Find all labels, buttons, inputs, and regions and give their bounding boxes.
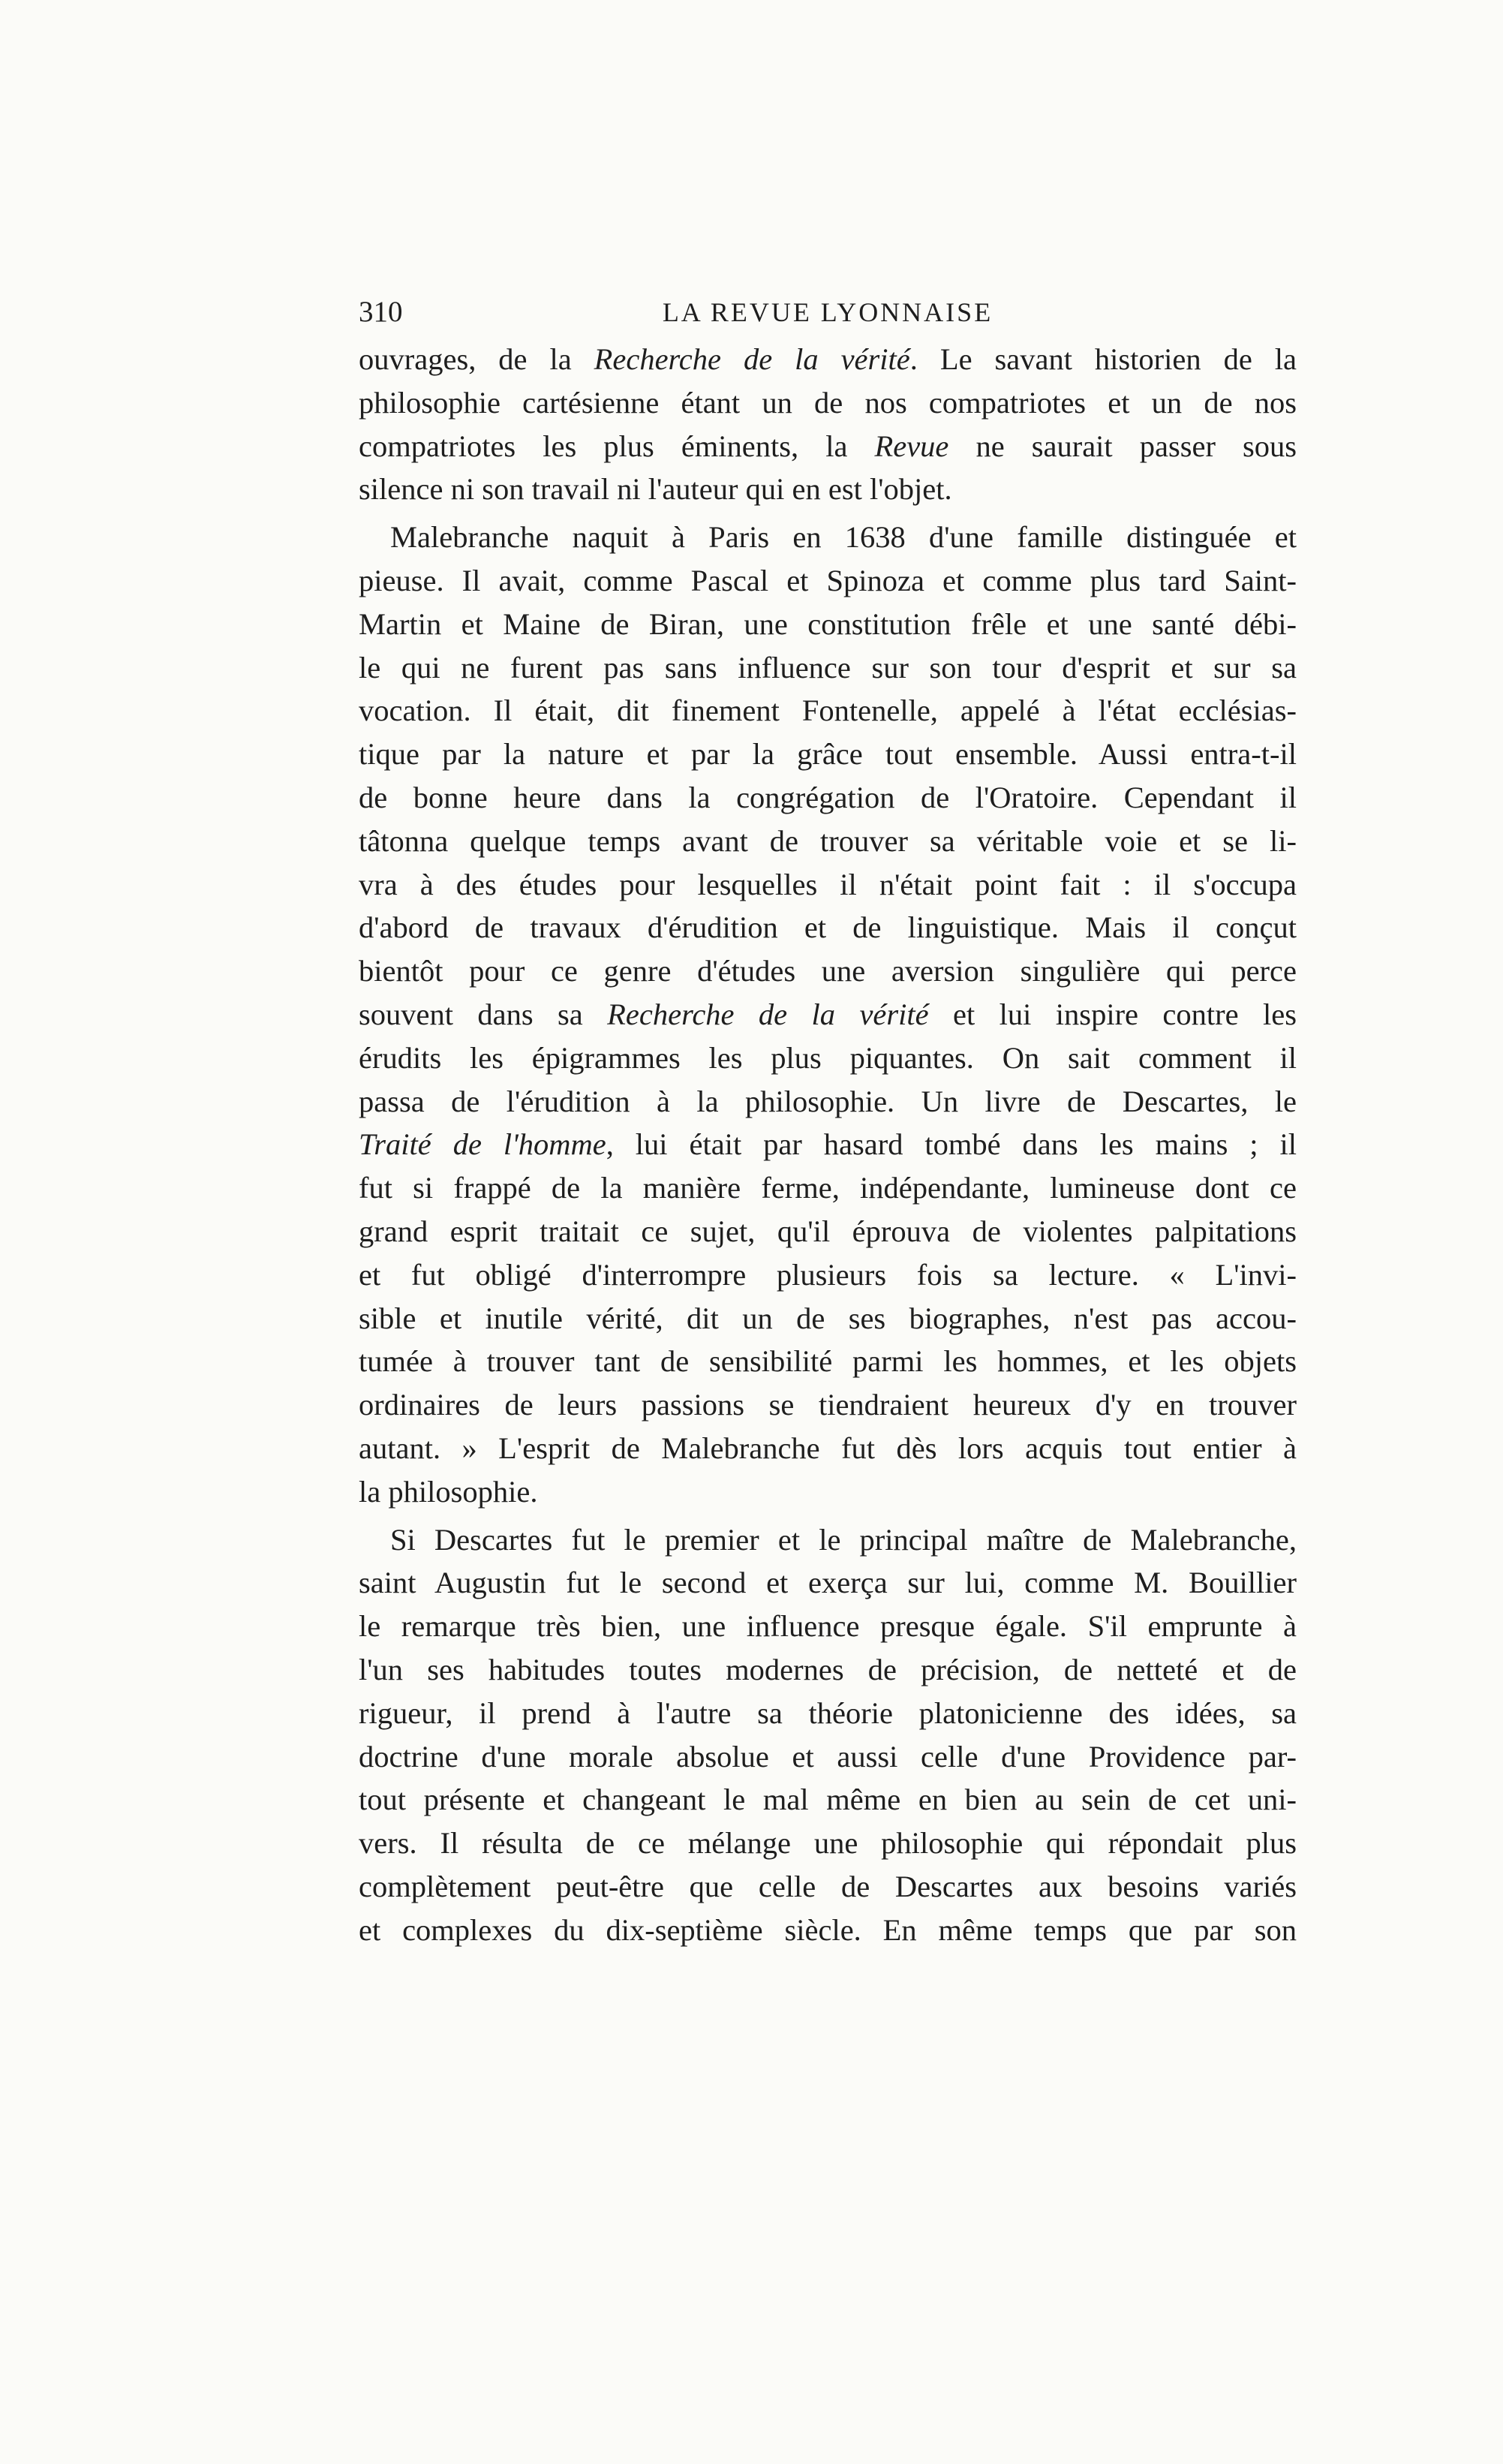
text-line: philosophie cartésienne étant un de nos compatriotes et un de nos [359, 385, 1297, 420]
paragraph [359, 1518, 1297, 1952]
italic-title: Recherche de la vérité [594, 342, 910, 376]
text-line: vocation. Il était, dit finement Fontenelle, appelé à l'état ecclésias- [359, 693, 1297, 728]
journal-title: LA REVUE LYONNAISE [662, 297, 993, 327]
italic-title: Recherche de la vérité [607, 997, 929, 1031]
body-text [359, 338, 1297, 1951]
text-line: complètement peut-être que celle de Descartes aux besoins variés [359, 1869, 1297, 1903]
page-number: 310 [359, 296, 403, 328]
text-line: saint Augustin fut le second et exerça sur lui, comme M. Bouillier [359, 1566, 1297, 1600]
text-line: ordinaires de leurs passions se tiendraient heureux d'y en trouver [359, 1388, 1297, 1422]
text-line: le remarque très bien, une influence presque égale. S'il emprunte à [359, 1609, 1297, 1644]
text-line: autant. » L'esprit de Malebranche fut dès lors acquis tout entier à [359, 1431, 1297, 1465]
text-line: vra à des études pour lesquelles il n'était point fait : il s'occupa [359, 867, 1297, 901]
paragraph [359, 516, 1297, 1513]
text-line: tâtonna quelque temps avant de trouver sa véritable voie et se li- [359, 823, 1297, 858]
text-line: vers. Il résulta de ce mélange une philosophie qui répondait plus [359, 1826, 1297, 1861]
text-line: pieuse. Il avait, comme Pascal et Spinoza et comme plus tard Saint- [359, 563, 1297, 597]
text-line: Martin et Maine de Biran, une constitution frêle et une santé débi- [359, 606, 1297, 641]
text-line: souvent dans sa Recherche de la vérité et lui inspire contre les [359, 997, 1297, 1031]
text-line: rigueur, il prend à l'autre sa théorie platonicienne des idées, sa [359, 1695, 1297, 1730]
text-line: d'abord de travaux d'érudition et de linguistique. Mais il conçut [359, 910, 1297, 945]
text-line: tout présente et changeant le mal même en bien au sein de cet uni- [359, 1783, 1297, 1817]
text-line: grand esprit traitait ce sujet, qu'il éprouva de violentes palpitations [359, 1214, 1297, 1248]
italic-title: Revue [874, 429, 949, 463]
italic-title: Traité de l'homme [359, 1127, 606, 1162]
text-line: le qui ne furent pas sans influence sur son tour d'esprit et sur sa [359, 650, 1297, 684]
text-line: bientôt pour ce genre d'études une aversion singulière qui perce [359, 954, 1297, 988]
text-line: Si Descartes fut le premier et le principal maître de Malebranche, [390, 1522, 1297, 1557]
text-line: compatriotes les plus éminents, la Revue ne saurait passer sous [359, 429, 1297, 463]
text-line: silence ni son travail ni l'auteur qui en est l'objet. [359, 472, 952, 507]
text-line: et complexes du dix-septième siècle. En même temps que par son [359, 1912, 1297, 1947]
text-line: tique par la nature et par la grâce tout ensemble. Aussi entra-t-il [359, 737, 1297, 772]
text-line: de bonne heure dans la congrégation de l'Oratoire. Cependant il [359, 780, 1297, 814]
text-line: Malebranche naquit à Paris en 1638 d'une famille distinguée et [390, 520, 1297, 555]
text-line: érudits les épigrammes les plus piquantes. On sait comment il [359, 1040, 1297, 1075]
text-line: sible et inutile vérité, dit un de ses biographes, n'est pas accou- [359, 1301, 1297, 1335]
text-line: passa de l'érudition à la philosophie. Un livre de Descartes, le [359, 1084, 1297, 1118]
text-line: doctrine d'une morale absolue et aussi celle d'une Providence par- [359, 1739, 1297, 1774]
text-line: ouvrages, de la Recherche de la vérité. Le savant historien de la [359, 342, 1297, 376]
paragraph [359, 338, 1297, 511]
text-line: l'un ses habitudes toutes modernes de précision, de netteté et de [359, 1652, 1297, 1686]
text-line: Traité de l'homme, lui était par hasard tombé dans les mains ; il [359, 1127, 1297, 1162]
text-line: tumée à trouver tant de sensibilité parmi les hommes, et les objets [359, 1344, 1297, 1379]
text-line: fut si frappé de la manière ferme, indépendante, lumineuse dont ce [359, 1171, 1297, 1205]
text-line: et fut obligé d'interrompre plusieurs fois sa lecture. « L'invi- [359, 1257, 1297, 1292]
running-head [359, 290, 1297, 335]
text-line: la philosophie. [359, 1474, 538, 1509]
